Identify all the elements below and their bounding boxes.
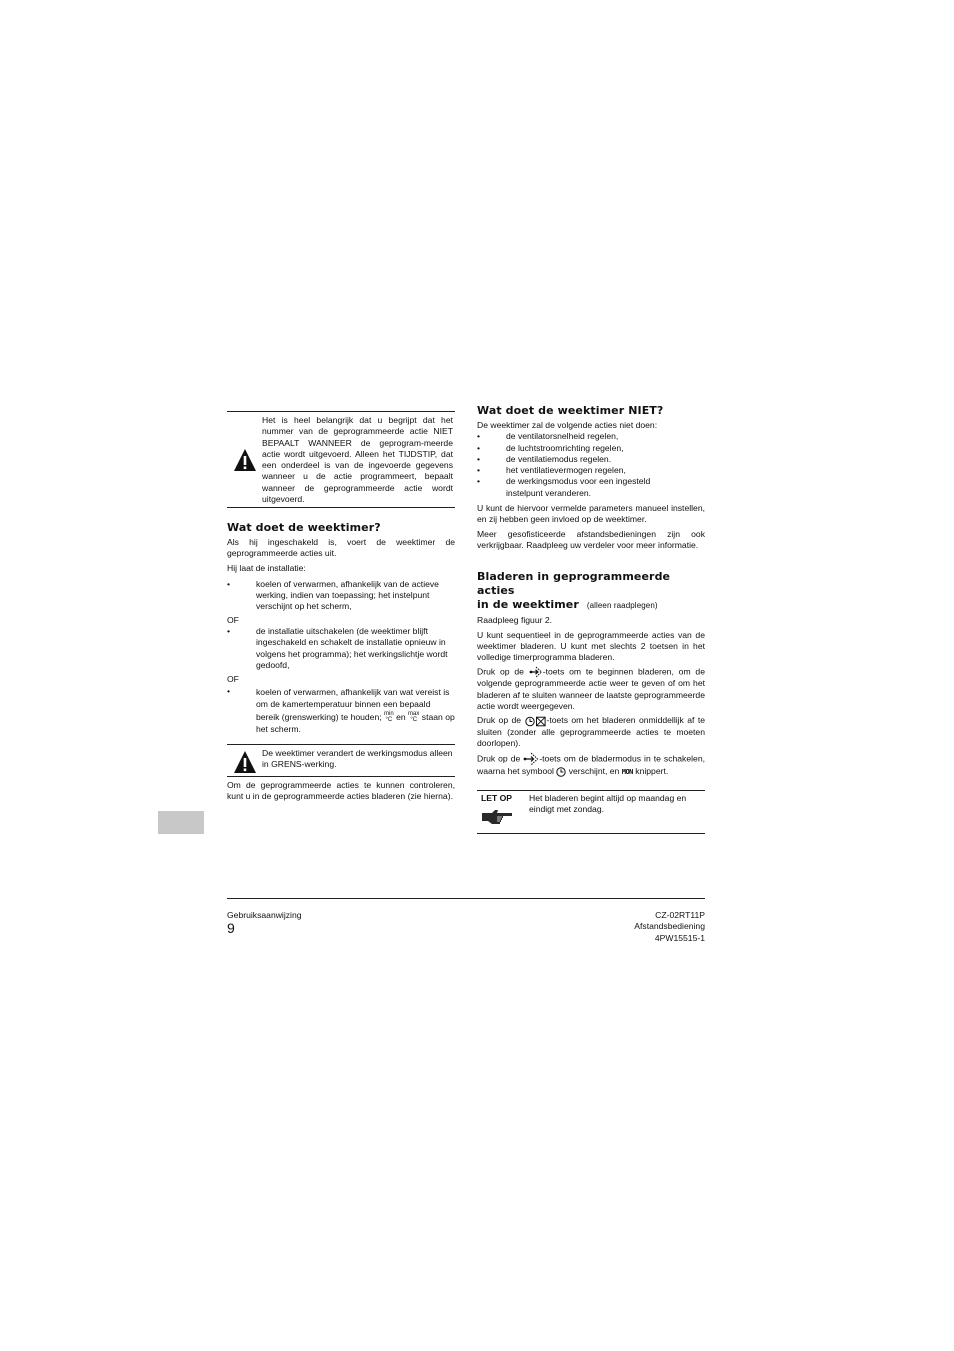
footer-right	[555, 910, 705, 944]
right-intro-text: De weektimer zal de volgende acties niet doen:	[477, 420, 658, 430]
section-heading-not: Wat doet de weektimer NIET?	[477, 404, 664, 417]
right-column	[477, 404, 705, 834]
list-item	[477, 476, 705, 499]
manual-title: Gebruiksaanwijzing	[227, 910, 302, 920]
warning-text-2: De weektimer verandert de werkingsmodus alleen in GRENS-werking.	[262, 748, 453, 770]
browse-mode-text: Druk op de -toets om de bladermodus in te schakelen, waarna het symbool verschijnt, en MON knippert.	[477, 753, 705, 777]
page-number: 9	[227, 920, 235, 937]
list-item-text: de ventilatorsnelheid regelen,	[506, 431, 619, 442]
pointing-hand-icon	[481, 807, 515, 827]
list-item-text: koelen of verwarmen, afhankelijk van de actieve werking, indien van toepassing; het instelpunt verschijnt op het scherm,	[256, 578, 439, 612]
bullet-glyph: •	[227, 626, 231, 637]
warning-icon	[227, 745, 262, 776]
list-item-text-part: koelen of verwarmen, afhankelijk van wat vereist is om de kamertemperatuur binnen een bepaald bereik (grenswerking) te houden;	[256, 686, 450, 722]
not-list	[477, 431, 705, 499]
bullet-glyph: •	[227, 578, 231, 589]
note-label-area	[477, 791, 525, 833]
list-item	[477, 443, 705, 454]
list-item	[227, 686, 455, 737]
heading-line-2: in de weektimer	[477, 598, 579, 612]
sequential-text: U kunt sequentieel in de geprogrammeerde acties van de weektimer bladeren. U kunt met slechts 2 toetsen in het volledige timerprogramma bladeren.	[477, 629, 705, 663]
note-box	[477, 790, 705, 834]
mon-indicator: MON	[621, 768, 633, 777]
heading-note: (alleen raadplegen)	[586, 601, 658, 611]
closing-text: Om de geprogrammeerde acties te kunnen controleren, kunt u in de geprogrammeerde acties bladeren (zie hierna).	[227, 780, 455, 802]
product-name: Afstandsbediening	[634, 921, 705, 932]
list-item-text-part: staan op het scherm.	[256, 711, 455, 735]
browse-key-text: Druk op de -toets om te beginnen bladeren, om de volgende geprogrammeerde actie weer te geven of om het bladeren af te sluiten wanneer de laatste geprogrammeerde actie wordt weergegeven.	[477, 666, 705, 712]
list-item	[477, 465, 705, 476]
bullet-glyph: •	[227, 685, 231, 696]
bullet-glyph: •	[477, 442, 481, 453]
heading-line-1: Bladeren in geprogrammeerde acties	[477, 570, 671, 598]
bullet-glyph: •	[477, 465, 481, 476]
bullet-glyph: •	[477, 431, 481, 442]
list-item	[227, 579, 455, 613]
list-item	[477, 454, 705, 465]
min-temp-symbol: min °C	[384, 711, 394, 724]
list-item-text: de ventilatiemodus regelen.	[506, 453, 612, 464]
note-text: Het bladeren begint altijd op maandag en eindigt met zondag.	[529, 792, 687, 814]
footer-divider	[227, 898, 705, 899]
list-item	[477, 431, 705, 442]
footer-left	[227, 910, 302, 936]
exit-key-text: Druk op de -toets om het bladeren onmiddellijk af te sluiten (zonder alle geprogrammeerde acties te moeten doorlopen).	[477, 715, 705, 748]
document-number: 4PW15515-1	[654, 932, 705, 943]
bullet-glyph: •	[477, 476, 481, 487]
clock-cancel-key-icon	[525, 716, 547, 727]
list-item-text: het ventilatievermogen regelen,	[506, 465, 626, 476]
language-tab-marker	[158, 811, 204, 834]
section-heading-weektimer: Wat doet de weektimer?	[227, 521, 381, 534]
warning-text-1: Het is heel belangrijk dat u begrijpt dat het nummer van de geprogrammeerde actie NIET BEPAALT WANNEER de geprogram-meerde actie wordt uitgevoerd. Alleen het TIJDSTIP, dat een onderdeel is van de ingevoerde gegevens wanneer u de actie programmeert, bepaalt wanneer de geprogrammeerde actie wordt uitgevoerd.	[262, 415, 453, 505]
figure-ref-text: Raadpleeg figuur 2.	[477, 615, 553, 626]
list-item-text: de installatie uitschakelen (de weektimer blijft ingeschakeld en schakelt de installatie opnieuw in volgens het programma); het werkingslichtje wordt gedoofd,	[256, 626, 448, 670]
list-item-text: de luchtstroomrichting regelen,	[506, 442, 624, 453]
section-heading-browse	[477, 570, 705, 613]
note-label: LET OP	[481, 792, 513, 803]
more-remotes-text: Meer gesofisticeerde afstandsbedieningen zijn ook verkrijgbaar. Raadpleeg uw verdeler voor meer informatie.	[477, 528, 705, 550]
left-column	[227, 411, 455, 803]
or-text: OF	[227, 674, 239, 685]
lets-text: Hij laat de installatie:	[227, 562, 306, 573]
warning-box-2	[227, 744, 455, 777]
or-text: OF	[227, 614, 239, 625]
clock-icon	[556, 767, 566, 777]
intro-text: Als hij ingeschakeld is, voert de weektimer de geprogrammeerde acties uit.	[227, 537, 455, 559]
list-item-text: de werkingsmodus voor een ingesteld instelpunt veranderen.	[506, 476, 651, 498]
list-item-text-part: en	[396, 711, 406, 722]
browse-mode-key-icon	[523, 752, 539, 766]
warning-box-1	[227, 411, 455, 508]
model-number: CZ-02RT11P	[655, 910, 705, 920]
warning-icon	[227, 412, 262, 507]
list-item	[227, 626, 455, 671]
manual-params-text: U kunt de hiervoor vermelde parameters manueel instellen, en zij hebben geen invloed op de weektimer.	[477, 503, 705, 525]
bullet-glyph: •	[477, 453, 481, 464]
list-item-text	[256, 686, 455, 737]
browse-key-icon	[529, 666, 543, 678]
max-temp-symbol: max °C	[408, 711, 420, 724]
